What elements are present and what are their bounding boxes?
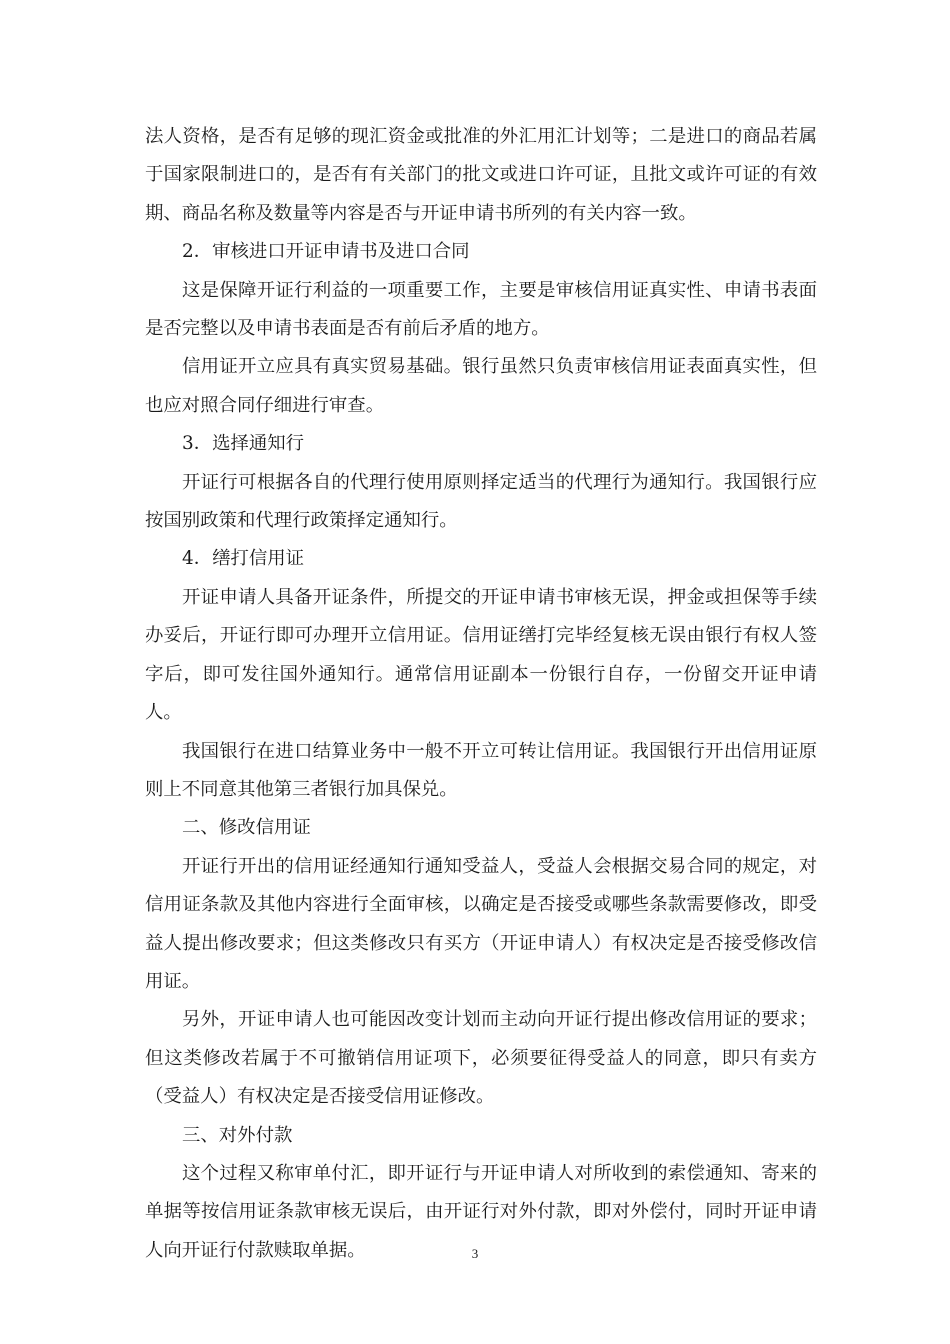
heading-external-payment: 三、对外付款 xyxy=(182,1124,293,1146)
paragraph-continuation: 法人资格，是否有足够的现汇资金或批准的外汇用汇计划等；二是进口的商品若属于国家限制进口的，是否有有关部门的批文或进口许可证，且批文或许可证的有效期、商品名称及数量等内容是否与开证申请书所列的有关内容一致。 xyxy=(145,126,817,224)
paragraph-review-importance: 这是保障开证行利益的一项重要工作，主要是审核信用证真实性、申请书表面是否完整以及申请书表面是否有前后矛盾的地方。 xyxy=(145,279,817,340)
paragraph-applicant-amendment: 另外，开证申请人也可能因改变计划而主动向开证行提出修改信用证的要求；但这类修改若属于不可撤销信用证项下，必须要征得受益人的同意，即只有卖方（受益人）有权决定是否接受信用证修改。 xyxy=(145,1009,817,1108)
paragraph-document-payment: 这个过程又称审单付汇，即开证行与开证申请人对所收到的索偿通知、寄来的单据等按信用证条款审核无误后，由开证行对外付款，即对外偿付，同时开证申请人向开证行付款赎取单据。 xyxy=(145,1162,817,1261)
heading-amend-credit: 二、修改信用证 xyxy=(182,817,311,839)
paragraph-transferable-credit: 我国银行在进口结算业务中一般不开立可转让信用证。我国银行开出信用证原则上不同意其他第三者银行加具保兑。 xyxy=(145,740,817,800)
paragraph-advising-bank: 开证行可根据各自的代理行使用原则择定适当的代理行为通知行。我国银行应按国别政策和代理行政策择定通知行。 xyxy=(145,471,817,532)
paragraph-beneficiary-amendment: 开证行开出的信用证经通知行通知受益人，受益人会根据交易合同的规定，对信用证条款及其他内容进行全面审核，以确定是否接受或哪些条款需要修改，即受益人提出修改要求；但这类修改只有买方（开证申请人）有权决定是否接受修改信用证。 xyxy=(145,855,817,992)
page-number: 3 xyxy=(471,1246,479,1261)
heading-type-credit: 4．缮打信用证 xyxy=(182,548,305,570)
paragraph-issue-credit: 开证申请人具备开证条件，所提交的开证申请书审核无误，押金或担保等手续办妥后，开证行即可办理开立信用证。信用证缮打完毕经复核无误由银行有权人签字后，即可发往国外通知行。通常信用证副本一份银行自存，一份留交开证申请人。 xyxy=(145,586,817,724)
heading-select-advising-bank: 3．选择通知行 xyxy=(182,433,305,455)
document-body xyxy=(145,118,817,1270)
paragraph-trade-basis: 信用证开立应具有真实贸易基础。银行虽然只负责审核信用证表面真实性，但也应对照合同仔细进行审查。 xyxy=(145,356,817,416)
heading-review-application: 2．审核进口开证申请书及进口合同 xyxy=(182,241,470,263)
